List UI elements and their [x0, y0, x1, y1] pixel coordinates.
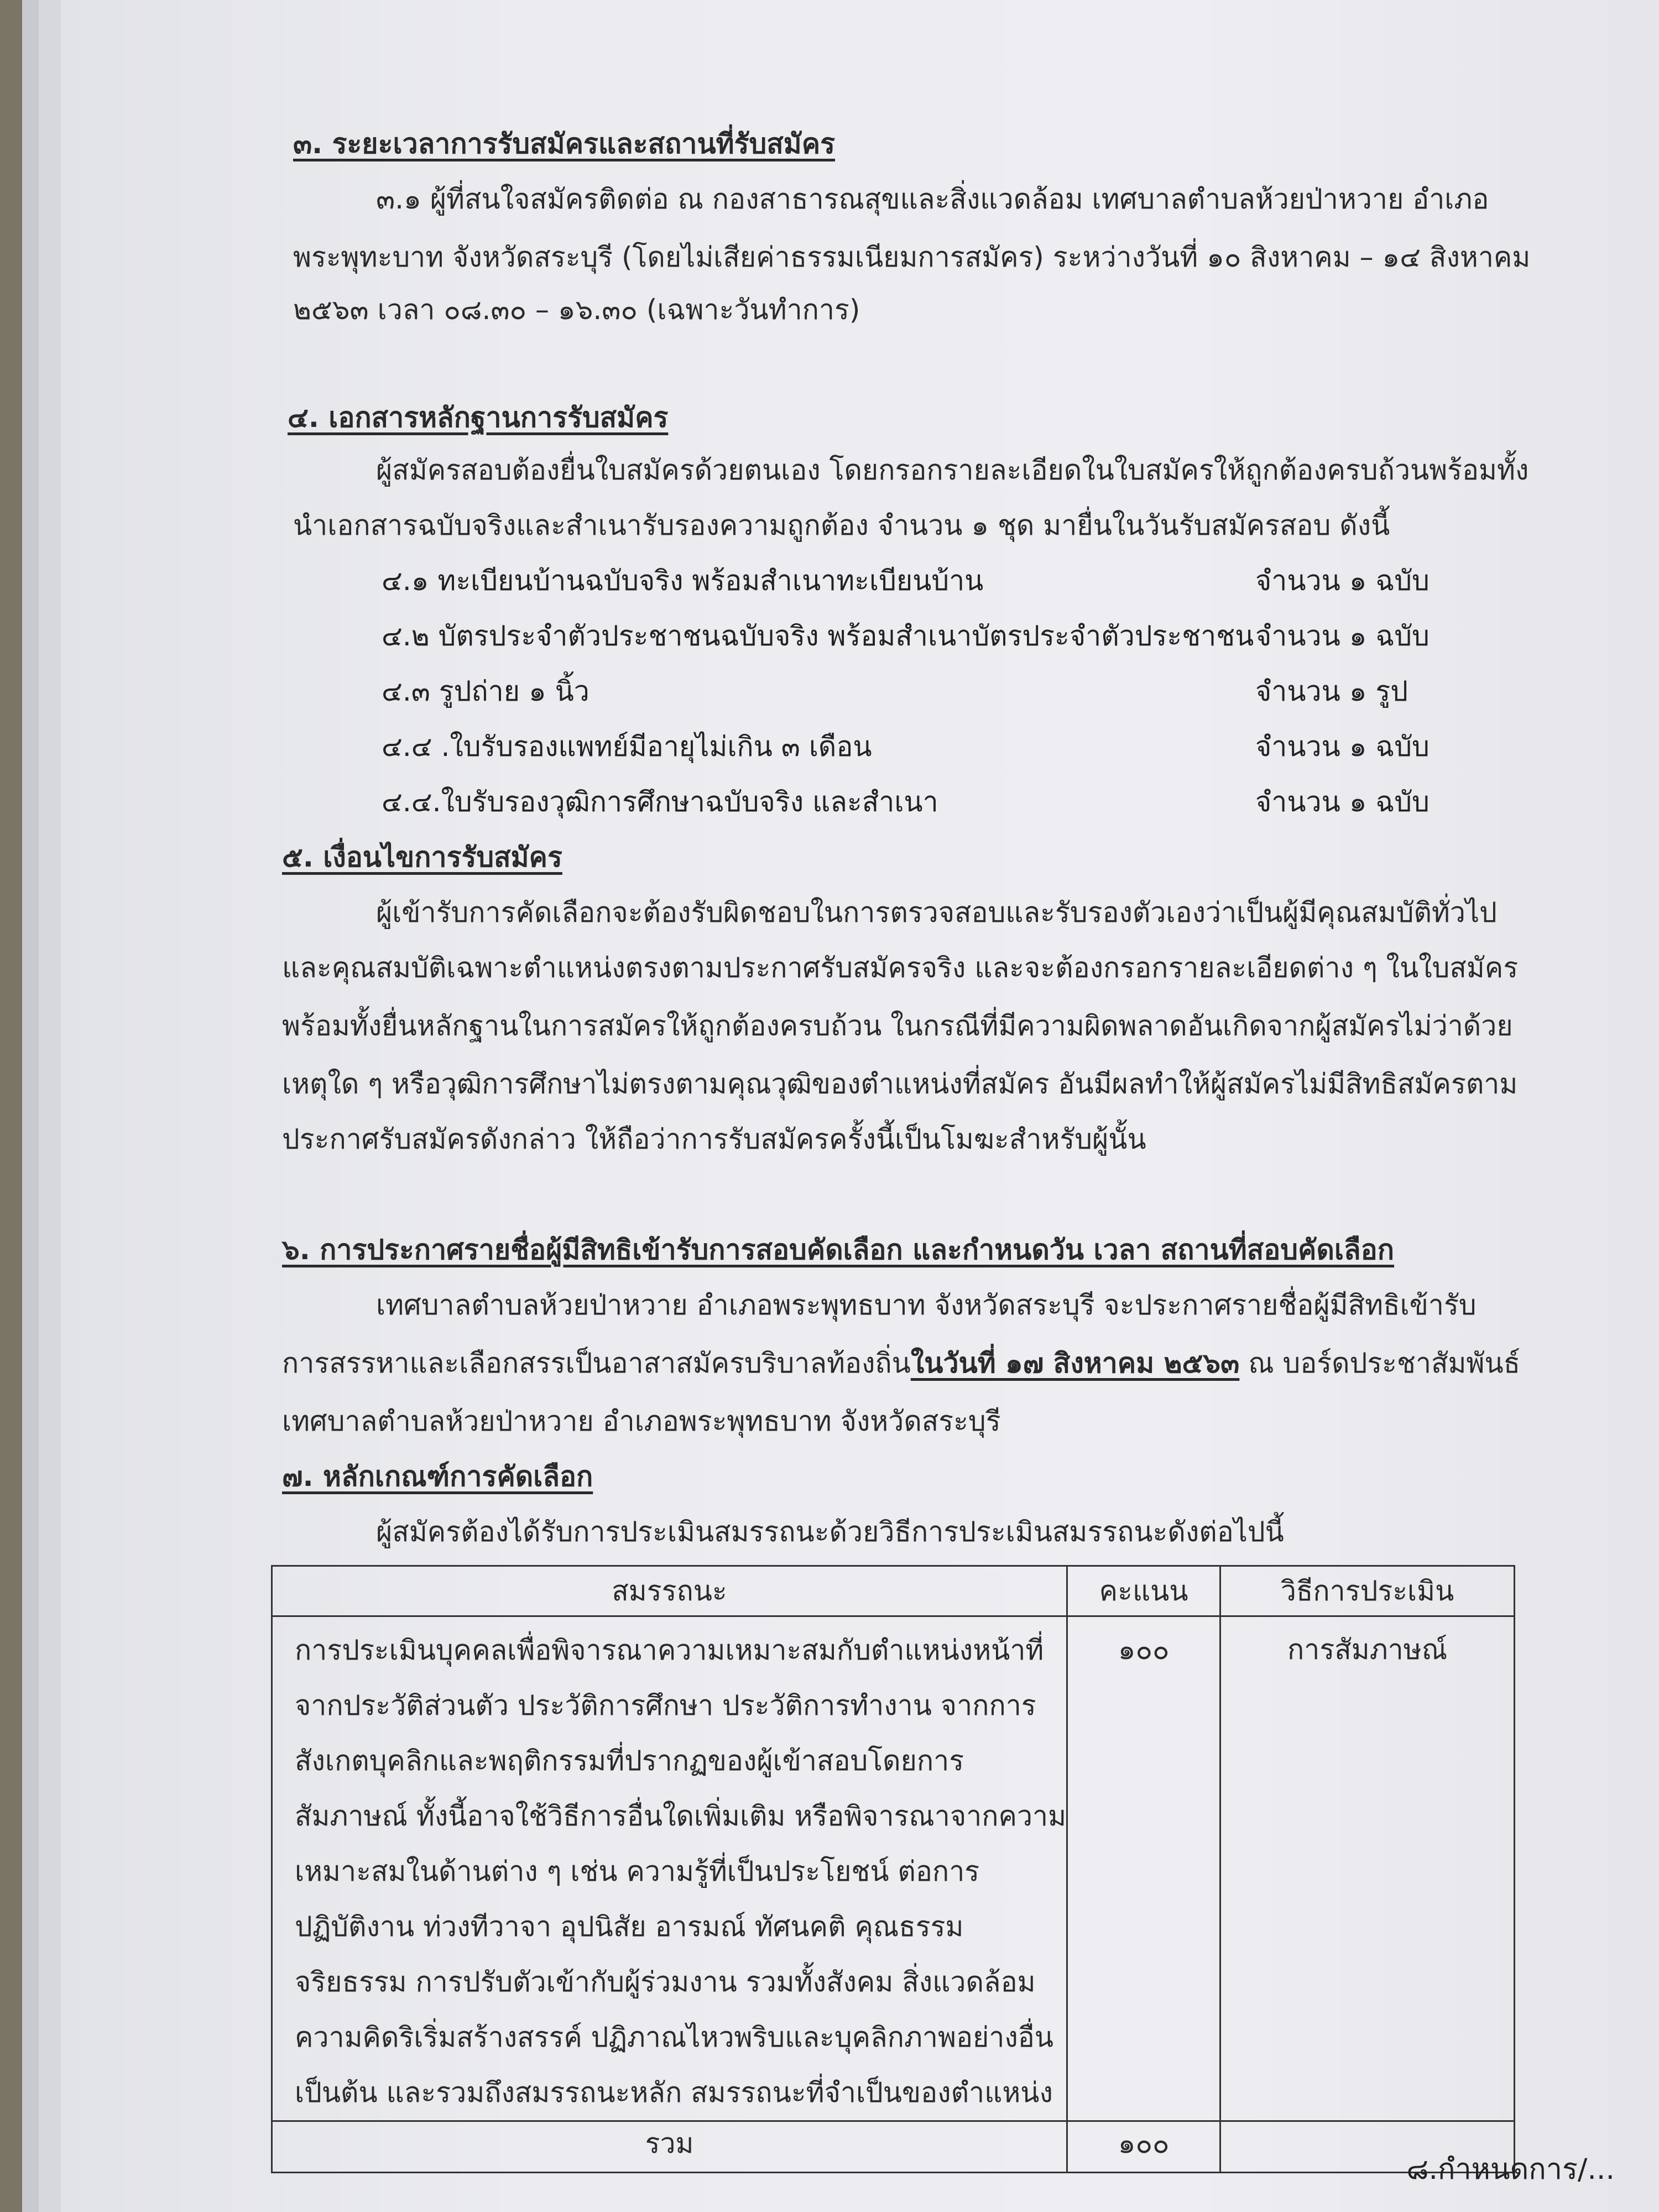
table-row — [272, 1616, 1515, 2121]
document-item-5-qty: จำนวน ๑ ฉบับ — [1255, 786, 1430, 818]
section5-line-2: และคุณสมบัติเฉพาะตำแหน่งตรงตามประกาศรับสมัครจริง และจะต้องกรอกรายละเอียดต่าง ๆ ในใบสมัคร — [282, 952, 1519, 984]
method-value: การสัมภาษณ์ — [1220, 1616, 1515, 2121]
document-item-2: ๔.๒ บัตรประจำตัวประชาชนฉบับจริง พร้อมสำเนาบัตรประจำตัวประชาชน — [382, 620, 1254, 652]
section5-line-5: ประกาศรับสมัครดังกล่าว ให้ถือว่าการรับสมัครครั้งนี้เป็นโมฆะสำหรับผู้นั้น — [282, 1123, 1146, 1155]
section3-line-3: ๒๕๖๓ เวลา ๐๘.๓๐ – ๑๖.๓๐ (เฉพาะวันทำการ) — [293, 294, 860, 326]
document-item-2-qty: จำนวน ๑ ฉบับ — [1255, 620, 1430, 652]
header-method: วิธีการประเมิน — [1220, 1566, 1515, 1616]
header-score: คะแนน — [1067, 1566, 1220, 1616]
competency-description — [272, 1616, 1067, 2121]
section5-line-4: เหตุใด ๆ หรือวุฒิการศึกษาไม่ตรงตามคุณวุฒิของตำแหน่งที่สมัคร อันมีผลทำให้ผู้สมัครไม่มีสิทธิสมัครตาม — [282, 1068, 1518, 1100]
section4-line-1: ผู้สมัครสอบต้องยื่นใบสมัครด้วยตนเอง โดยกรอกรายละเอียดในใบสมัครให้ถูกต้องครบถ้วนพร้อมทั้ง — [376, 454, 1529, 486]
section4-heading: ๔. เอกสารหลักฐานการรับสมัคร — [288, 401, 669, 434]
section6-heading: ๖. การประกาศรายชื่อผู้มีสิทธิเข้ารับการสอบคัดเลือก และกำหนดวัน เวลา สถานที่สอบคัดเลือก — [282, 1234, 1394, 1266]
section6-line-1: เทศบาลตำบลห้วยป่าหวาย อำเภอพระพุทธบาท จังหวัดสระบุรี จะประกาศรายชื่อผู้มีสิทธิเข้ารับ — [376, 1289, 1477, 1321]
document-item-5: ๔.๔.ใบรับรองวุฒิการศึกษาฉบับจริง และสำเนา — [382, 786, 938, 818]
description-line: เป็นต้น และรวมถึงสมรรถนะหลัก สมรรถนะที่จำเป็นของตำแหน่ง — [295, 2077, 1053, 2109]
description-line: จริยธรรม การปรับตัวเข้ากับผู้ร่วมงาน รวมทั้งสังคม สิ่งแวดล้อม — [295, 1966, 1036, 1998]
description-line: การประเมินบุคคลเพื่อพิจารณาความเหมาะสมกับตำแหน่งหน้าที่ — [295, 1634, 1044, 1666]
document-item-1: ๔.๑ ทะเบียนบ้านฉบับจริง พร้อมสำเนาทะเบียนบ้าน — [382, 565, 984, 597]
document-item-4-qty: จำนวน ๑ ฉบับ — [1255, 731, 1430, 763]
section5-heading: ๕. เงื่อนไขการรับสมัคร — [282, 841, 562, 873]
table-header-row — [272, 1566, 1515, 1616]
description-line: เหมาะสมในด้านต่าง ๆ เช่น ความรู้ที่เป็นประโยชน์ ต่อการ — [295, 1855, 980, 1887]
section6-line-2-end: ณ บอร์ดประชาสัมพันธ์ — [1239, 1347, 1521, 1379]
section6-line-2 — [282, 1347, 1520, 1380]
section6-line-2-start: การสรรหาและเลือกสรรเป็นอาสาสมัครบริบาลท้องถิ่น — [282, 1347, 911, 1379]
section3-line-2: พระพุทะบาท จังหวัดสระบุรี (โดยไม่เสียค่าธรรมเนียมการสมัคร) ระหว่างวันที่ ๑๐ สิงหาคม – ๑๔ สิงหาคม — [293, 241, 1531, 273]
score-value: ๑๐๐ — [1067, 1616, 1220, 2121]
section7-heading: ๗. หลักเกณฑ์การคัดเลือก — [282, 1460, 593, 1493]
section6-line-3: เทศบาลตำบลห้วยป่าหวาย อำเภอพระพุทธบาท จังหวัดสระบุรี — [282, 1405, 1001, 1437]
total-row — [272, 2121, 1515, 2173]
total-label: รวม — [272, 2121, 1067, 2173]
description-line: สัมภาษณ์ ทั้งนี้อาจใช้วิธีการอื่นใดเพิ่มเติม หรือพิจารณาจากความ — [295, 1800, 1067, 1832]
total-score: ๑๐๐ — [1067, 2121, 1220, 2173]
section4-line-2: นำเอกสารฉบับจริงและสำเนารับรองความถูกต้อง จำนวน ๑ ชุด มายื่นในวันรับสมัครสอบ ดังนี้ — [293, 509, 1390, 541]
document-item-3-qty: จำนวน ๑ รูป — [1255, 675, 1408, 707]
section3-line-1: ๓.๑ ผู้ที่สนใจสมัครติดต่อ ณ กองสาธารณสุขและสิ่งแวดล้อม เทศบาลตำบลห้วยป่าหวาย อำเภอ — [376, 183, 1489, 215]
description-line: ปฏิบัติงาน ท่วงทีวาจา อุปนิสัย อารมณ์ ทัศนคติ คุณธรรม — [295, 1911, 964, 1943]
document-item-1-qty: จำนวน ๑ ฉบับ — [1255, 565, 1430, 597]
announcement-date: ในวันที่ ๑๗ สิงหาคม ๒๕๖๓ — [910, 1347, 1240, 1379]
description-line: สังเกตบุคลิกและพฤติกรรมที่ปรากฏของผู้เข้าสอบโดยการ — [295, 1745, 964, 1777]
document-item-4: ๔.๔ .ใบรับรองแพทย์มีอายุไม่เกิน ๓ เดือน — [382, 731, 872, 763]
section5-line-3: พร้อมทั้งยื่นหลักฐานในการสมัครให้ถูกต้องครบถ้วน ในกรณีที่มีความผิดพลาดอันเกิดจากผู้สมัครไม่ว่าด้วย — [282, 1010, 1513, 1042]
description-line: ความคิดริเริ่มสร้างสรรค์ ปฏิภาณไหวพริบและบุคลิกภาพอย่างอื่น — [295, 2021, 1053, 2053]
page-continuation: ๘.กำหนดการ/... — [1406, 2153, 1615, 2186]
description-line: จากประวัติส่วนตัว ประวัติการศึกษา ประวัติการทำงาน จากการ — [295, 1689, 1036, 1721]
section5-line-1: ผู้เข้ารับการคัดเลือกจะต้องรับผิดชอบในการตรวจสอบและรับรองตัวเองว่าเป็นผู้มีคุณสมบัติทั่วไป — [376, 896, 1497, 928]
document-page — [61, 0, 1659, 2212]
header-competency: สมรรถนะ — [272, 1566, 1067, 1616]
section3-heading: ๓. ระยะเวลาการรับสมัครและสถานที่รับสมัคร — [293, 128, 836, 160]
section7-intro: ผู้สมัครต้องได้รับการประเมินสมรรถนะด้วยวิธีการประเมินสมรรถนะดังต่อไปนี้ — [376, 1516, 1284, 1548]
competency-table — [271, 1565, 1515, 2173]
document-item-3: ๔.๓ รูปถ่าย ๑ นิ้ว — [382, 675, 589, 707]
